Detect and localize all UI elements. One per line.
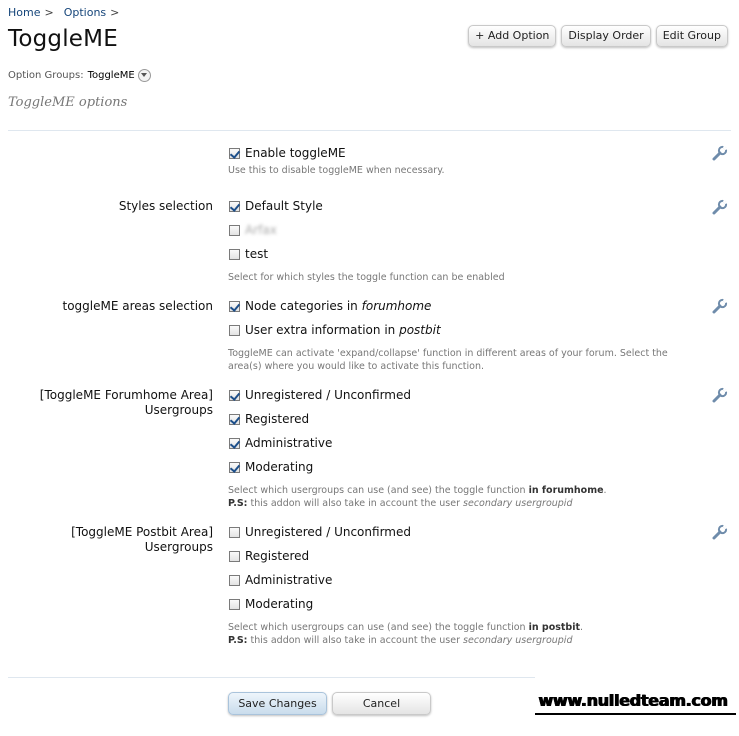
description-text: Select which usergroups can use (and see) the toggle function	[228, 622, 526, 633]
description-line: area(s) where you would like to activate this function.	[228, 361, 485, 372]
label-line: Usergroups	[144, 403, 213, 417]
edit-group-button[interactable]: Edit Group	[656, 25, 728, 47]
label-line: [ToggleME Forumhome Area]	[39, 388, 213, 402]
option-forumhome-registered[interactable]	[229, 411, 309, 427]
option-label: Registered	[245, 549, 310, 563]
checkbox[interactable]	[229, 301, 240, 312]
checkbox[interactable]	[229, 148, 240, 159]
breadcrumb-options-link[interactable]: Options	[63, 6, 107, 19]
ps-emphasis: secondary usergroupid	[463, 498, 573, 509]
divider	[8, 130, 731, 131]
areas-selection-label: toggleME areas selection	[62, 299, 213, 313]
cancel-button[interactable]: Cancel	[332, 692, 431, 715]
description-text: .	[580, 622, 584, 633]
option-description	[228, 621, 583, 647]
option-label: Moderating	[245, 597, 314, 611]
checkbox[interactable]	[229, 527, 240, 538]
add-option-button[interactable]: + Add Option	[468, 25, 556, 47]
watermark-text: www.nulledteam.com	[538, 691, 728, 710]
option-label: Default Style	[245, 199, 323, 213]
chevron-down-icon[interactable]	[138, 69, 151, 82]
divider	[8, 677, 535, 678]
option-label: Arfax	[245, 223, 277, 237]
option-forumhome-administrative[interactable]	[229, 435, 332, 451]
group-subtitle: ToggleME options	[8, 95, 128, 110]
option-label: Administrative	[245, 436, 333, 450]
watermark	[535, 676, 736, 734]
description-text: .	[603, 485, 607, 496]
checkbox[interactable]	[229, 249, 240, 260]
description-line: ToggleME can activate 'expand/collapse' function in different areas of your forum. Select the	[228, 348, 668, 359]
option-label: Moderating	[245, 460, 314, 474]
option-description: Use this to disable toggleME when necessary.	[228, 165, 445, 176]
checkbox[interactable]	[229, 575, 240, 586]
checkbox[interactable]	[229, 599, 240, 610]
option-style-arfax[interactable]	[229, 222, 277, 238]
option-groups-selector	[8, 69, 151, 82]
forumhome-usergroups-label	[40, 388, 213, 418]
breadcrumb	[8, 6, 125, 19]
breadcrumb-home-link[interactable]: Home	[8, 6, 41, 19]
save-changes-button[interactable]: Save Changes	[228, 692, 327, 715]
option-postbit-moderating[interactable]	[229, 596, 313, 612]
wrench-icon[interactable]	[711, 387, 728, 404]
checkbox[interactable]	[229, 225, 240, 236]
checkbox[interactable]	[229, 462, 240, 473]
option-label: Registered	[245, 412, 310, 426]
wrench-icon[interactable]	[711, 524, 728, 541]
option-label-emphasis: forumhome	[361, 299, 432, 313]
option-label: Enable toggleME	[245, 146, 346, 160]
option-description	[228, 347, 668, 373]
checkbox[interactable]	[229, 414, 240, 425]
option-groups-current[interactable]: ToggleME	[87, 70, 135, 81]
option-label: Administrative	[245, 573, 333, 587]
option-description: Select for which styles the toggle function can be enabled	[228, 272, 505, 283]
option-label: User extra information in	[245, 323, 396, 337]
checkbox[interactable]	[229, 201, 240, 212]
option-groups-label: Option Groups:	[8, 70, 84, 81]
option-postbit-unregistered[interactable]	[229, 524, 411, 540]
option-forumhome-unregistered[interactable]	[229, 387, 411, 403]
description-emphasis: in forumhome	[528, 485, 604, 496]
option-postbit-administrative[interactable]	[229, 572, 332, 588]
option-description	[228, 484, 607, 510]
option-enable-togglеme[interactable]	[229, 145, 346, 161]
checkbox[interactable]	[229, 438, 240, 449]
ps-text: this addon will also take in account the user	[250, 635, 460, 646]
label-line: Usergroups	[144, 540, 213, 554]
description-text: Select which usergroups can use (and see) the toggle function	[228, 485, 526, 496]
option-label: test	[245, 247, 269, 261]
option-forumhome-moderating[interactable]	[229, 459, 313, 475]
checkbox[interactable]	[229, 390, 240, 401]
ps-emphasis: secondary usergroupid	[463, 635, 573, 646]
watermark-underline	[535, 713, 736, 715]
postbit-usergroups-label	[71, 525, 213, 555]
option-postbit-registered[interactable]	[229, 548, 309, 564]
breadcrumb-separator: >	[44, 6, 54, 19]
page-title: ToggleME	[8, 26, 118, 52]
wrench-icon[interactable]	[711, 145, 728, 162]
label-line: [ToggleME Postbit Area]	[71, 525, 213, 539]
option-style-test[interactable]	[229, 246, 268, 262]
option-label: Unregistered / Unconfirmed	[245, 388, 411, 402]
breadcrumb-separator: >	[110, 6, 120, 19]
header-actions	[468, 25, 728, 47]
option-area-postbit[interactable]	[229, 322, 441, 338]
ps-label: P.S:	[228, 498, 248, 509]
ps-label: P.S:	[228, 635, 248, 646]
wrench-icon[interactable]	[711, 298, 728, 315]
display-order-button[interactable]: Display Order	[561, 25, 650, 47]
wrench-icon[interactable]	[711, 199, 728, 216]
option-label: Node categories in	[245, 299, 358, 313]
ps-text: this addon will also take in account the user	[250, 498, 460, 509]
description-emphasis: in postbit	[528, 622, 581, 633]
option-area-forumhome[interactable]	[229, 298, 431, 314]
checkbox[interactable]	[229, 551, 240, 562]
checkbox[interactable]	[229, 325, 240, 336]
option-label: Unregistered / Unconfirmed	[245, 525, 411, 539]
styles-selection-label: Styles selection	[118, 199, 213, 213]
option-label-emphasis: postbit	[399, 323, 441, 337]
option-style-default[interactable]	[229, 198, 323, 214]
